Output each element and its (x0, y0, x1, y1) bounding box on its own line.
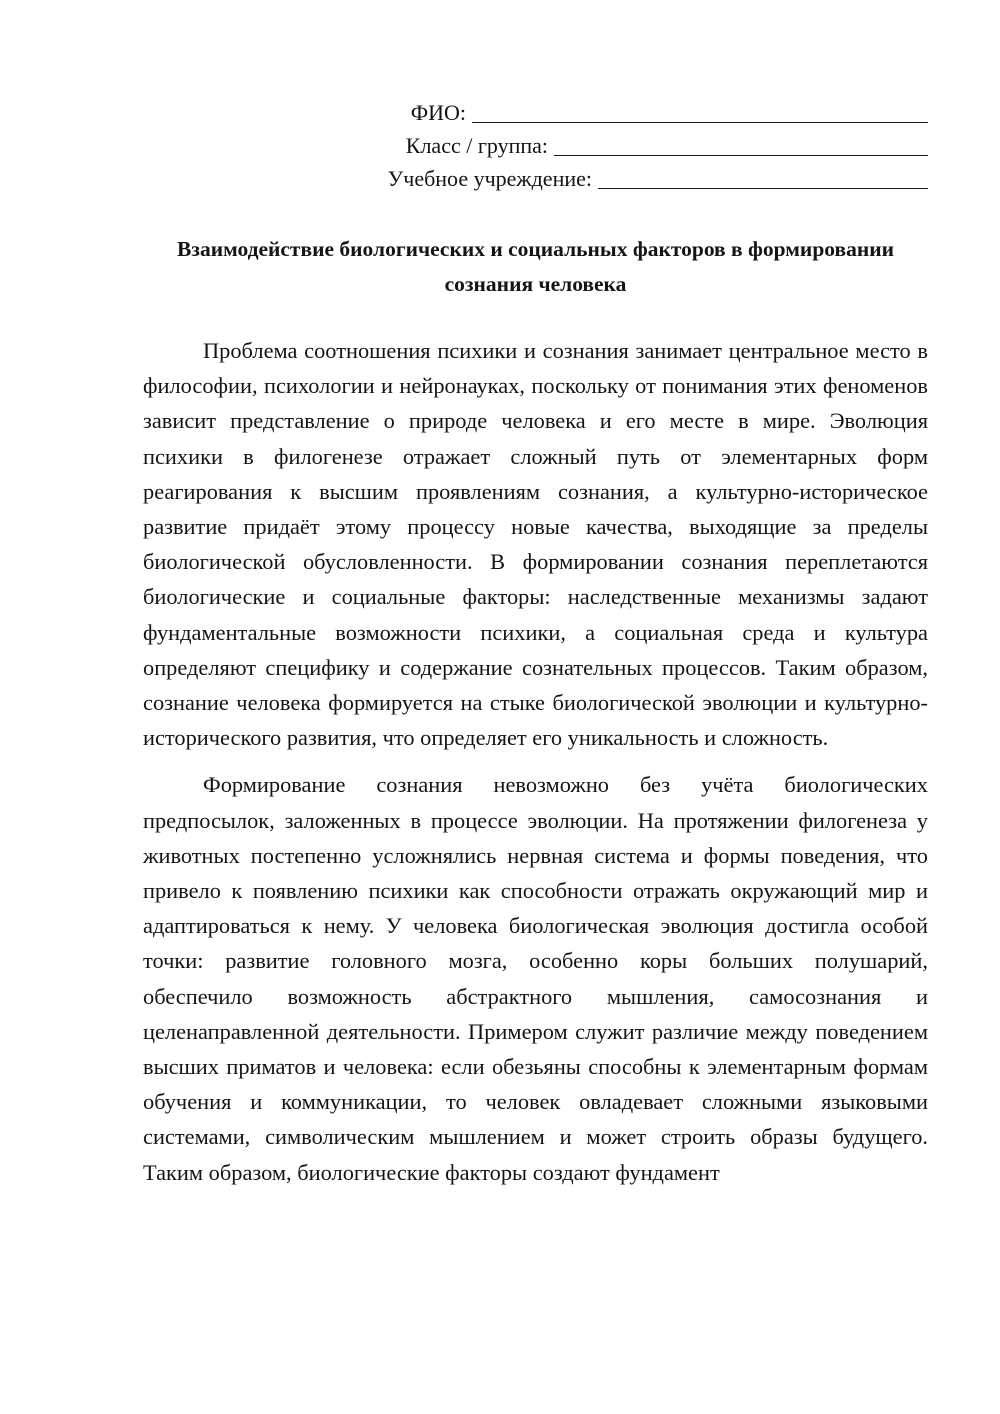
fio-line (360, 96, 928, 129)
class-line (360, 129, 928, 162)
paragraph: Формирование сознания невозможно без учёта биологических предпосылок, заложенных в процессе эволюции. На протяжении филогенеза у животных постепенно усложнялись нервная система и формы поведения, что привело к появлению психики как способности отражать окружающий мир и адаптироваться к нему. У человека биологическая эволюция достигла особой точки: развитие головного мозга, особенно коры больших полушарий, обеспечило возможность абстрактного мышления, самосознания и целенаправленной деятельности. Примером служит различие между поведением высших приматов и человека: если обезьяны способны к элементарным формам обучения и коммуникации, то человек овладевает сложными языковыми системами, символическим мышлением и может строить образы будущего. Таким образом, биологические факторы создают фундамент (143, 772, 928, 1185)
school-line (360, 162, 928, 195)
class-blank-field (554, 133, 928, 156)
paragraph: Проблема соотношения психики и сознания занимает центральное место в философии, психологии и нейронауках, поскольку от понимания этих феноменов зависит представление о природе человека и его месте в мире. Эволюция психики в филогенезе отражает сложный путь от элементарных форм реагирования к высшим проявлениям сознания, а культурно-историческое развитие придаёт этому процессу новые качества, выходящие за пределы биологической обусловленности. В формировании сознания переплетаются биологические и социальные факторы: наследственные механизмы задают фундаментальные возможности психики, а социальная среда и культура определяют специфику и содержание сознательных процессов. Таким образом, сознание человека формируется на стыке биологической эволюции и культурно-исторического развития, что определяет его уникальность и сложность. (143, 338, 928, 751)
school-blank-field (598, 166, 928, 189)
fio-label: ФИО: (410, 100, 466, 125)
class-label: Класс / группа: (405, 133, 548, 158)
document-body (143, 333, 928, 1202)
document-title: Взаимодействие биологических и социальных факторов в формировании сознания человека (176, 237, 895, 296)
fio-blank-field (472, 100, 928, 123)
school-label: Учебное учреждение: (387, 166, 592, 191)
student-info-header (360, 96, 928, 195)
